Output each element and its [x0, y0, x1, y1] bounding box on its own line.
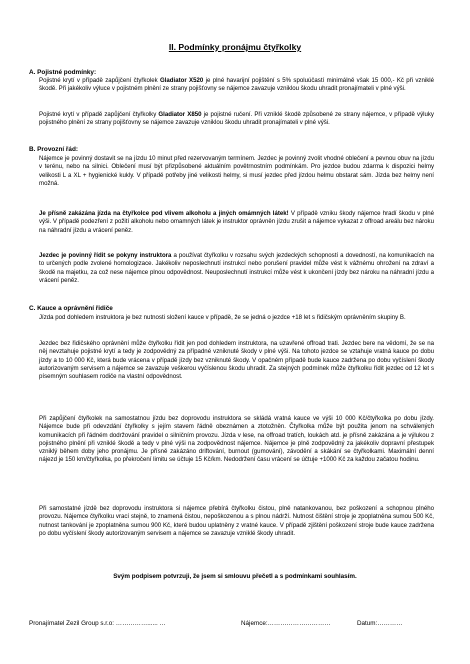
section-b-heading: B. Provozní řád:	[29, 146, 79, 153]
document-title: II. Podmínky pronájmu čtyřkolky	[168, 42, 302, 52]
alcohol-warning: Je přísně zakázána jízda na čtyřkolce pod vlivem alkoholu a jiných omámných látek!	[39, 210, 289, 217]
section-c-paragraph-3: Při zapůjčení čtyřkolek na samostatnou jízdu bez doprovodu instruktora se skládá vratná kauce ve výši 10 000 Kč/čtyřkolka po dobu jízdy. Nájemce bude při odevzdání čtyřkolky s jejím stavem řádně obeznámen a ztotožněn. Čtyřkolka může být použita jenom na schválených komunikacích při řádném dodržování pravidel o silničním provozu. Jízda v lese, na offroad tratích, loukách atd. je přísně zakázána a je výlukou z pojistného plnění při vzniklé škodě a tedy v plné výši na zodpovědnost nájemce. Nájemce je plně zodpovědný za jakékoliv dopravní přestupek vzniklý během doby jeho pronájmu. Je přísně zakázáno driftování, burnout (gumování), závodění a skákání se čtyřkolkami. Maximální denní nájezd je 150 km/čtyřkolka, po překročení limitu se účtuje 15 Kč/km. Nedodržení času vrácení se účtuje +1000 Kč za každou začatou hodinu.	[39, 415, 434, 464]
lessee-signature: Nájemce:…………………………	[241, 620, 331, 627]
section-a-paragraph-2: Pojistné krytí v případě zapůjčení čtyřkolky Gladiator X850 je pojistné ručení. Při vzniklé škodě způsobené ze strany nájemce, v případě výluky pojistného plnění ze strany pojišťovny se nájemce zavazuje vzniklou škodu uhradit pronajímateli v plné výši.	[39, 111, 434, 127]
section-c-heading: C. Kauce a oprávnění řidiče	[29, 305, 113, 312]
section-b-paragraph-1: Nájemce je povinný dostavit se na jízdu 10 minut před rezervovaným termínem. Jezdec je povinný zvolit vhodné oblečení a pevnou obuv na jízdu v terénu, nebo na silnici. Oblečení musí být přizpůsobené aktuálním povětrnostním podmínkám. Pro jezdce budou zdarma k dispozici helmy velikosti L a XL + hygienické kukly. V případě potřeby jiné velikosti helmy, si musí jezdec před jízdou helmu obstarat sám. Jízda bez helmy není možná.	[39, 155, 434, 187]
section-b-paragraph-2: Je přísně zakázána jízda na čtyřkolce pod vlivem alkoholu a jiných omámných látek! V případě vzniku škody nájemce hradí škodu v plné výši. V případě podezření z požití alkoholu nebo omamných látek je instruktor oprávněn jízdu zrušit a nájemce vykazat z offroad areálu bez nároku na náhradní jízdu a vrácení peněz.	[39, 210, 434, 234]
section-b-paragraph-3: Jezdec je povinný řídit se pokyny instruktora a používat čtyřkolku v rozsahu svých jezdeckých schopností a dovedností, na komunikacích na to určených podle zvolené homologizace. Jakékoliv neposlechnutí instrukcí nebo porušení pravidel může vést k vážnému ohrožení na zdraví a škodě na majetku, za což nese nájemce plnou odpovědnost. Neuposlechnutí instrukcí může vést k ukončení jízdy bez nároku na náhradní jízdu a vrácení peněz.	[39, 252, 434, 284]
section-a-heading: A. Pojistné podmínky:	[29, 69, 97, 76]
section-c-paragraph-4: Při samostatné jízdě bez doprovodu instruktora si nájemce přebírá čtyřkolku čistou, plně natankovanou, bez poškození a schopnou plného provozu. Nájemce čtyřkolku vrací stejně, to znamená čistou, nepoškozenou a s plnou nádrží. Nutnost čištění stroje je zpoplatněna sumou 500 Kč, nutnost tankování je zpoplatněna sumou 900 Kč, které budou uplatněny z vratné kauce. V případě zjištění poškození stroje bude kauce zadržena po dobu vyčíslení škody autorizovaným servisem a nájemce se zavazuje vzniklé škody uhradit.	[39, 505, 434, 537]
model-name-x520: Gladiator X520	[159, 77, 204, 84]
section-c-paragraph-1: Jízda pod dohledem instruktora je bez nutnosti složení kauce v případě, že se jedná o jezdce +18 let s řidičským oprávněním skupiny B.	[39, 314, 406, 321]
section-a-paragraph-1: Pojistné krytí v případě zapůjčení čtyřkolek Gladiator X520 je plné havarijní pojištění s 5% spoluúčastí minimálně však 15 000,- Kč při vzniklé škodě. Při jakékoliv výluce v pojistném plnění ze strany pojišťovny se nájemce zavazuje vzniklou škodu uhradit pronajímateli v plné výši.	[39, 77, 434, 93]
date-field: Datum:…………	[357, 620, 403, 627]
consent-statement: Svým podpisem potvrzuji, že jsem si smlouvu přečetl a s podmínkami souhlasím.	[113, 573, 357, 580]
lessor-signature: Pronajímatel Zezil Group s.r.o: ……………...... …	[29, 620, 166, 627]
instructor-instructions-warning: Jezdec je povinný řídit se pokyny instruktora	[39, 252, 172, 259]
model-name-x850: Gladiator X850	[158, 111, 202, 118]
section-c-paragraph-2: Jezdec bez řidičského oprávnění může čtyřkolku řídit jen pod dohledem instruktora, na uzavřené offroad trati. Jezdec bere na vědomí, že se na něj nevztahuje pojistné krytí a tedy je zodpovědný za případné vzniknuté škody v plné výši. Na tohoto jezdce se vztahuje vratná kauce po dobu jízdy a to 10 000 Kč, která bude vrácena v případě jízdy bez vzniknuté škody. V opačném případě bude kauce zadržena po dobu vyčíslení škody autorizovaným servisem a nájemce se zavazuje veškerou vyčíslenou škodu uhradit. Za stejných podmínek může čtyřkolku řídit jezdec od 12 let s písemným souhlasem rodiče na vlastní odpovědnost.	[39, 340, 434, 381]
